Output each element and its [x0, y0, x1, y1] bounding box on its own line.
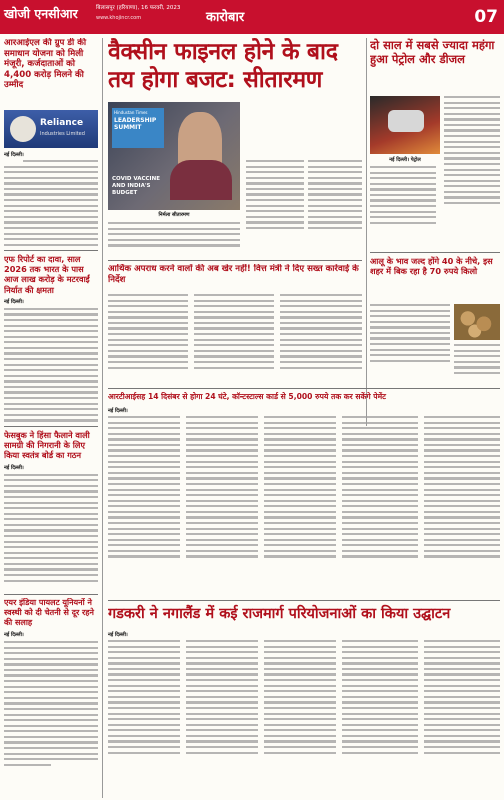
- rtgs-body-col4: [342, 416, 418, 558]
- section-rule: [108, 260, 362, 261]
- economy-body-col1: [108, 294, 188, 369]
- photo-caption-banner: COVID VACCINE AND INDIA'S BUDGET: [112, 176, 160, 196]
- article-facebook: [4, 430, 98, 590]
- facebook-dateline: नई दिल्ली।: [4, 464, 24, 471]
- gadkari-body-col3: [264, 640, 336, 754]
- sitharaman-body-col3: [308, 160, 362, 229]
- gadkari-headline: गडकरी ने नगालैंड में कई राजमार्ग परियोजनाओं का किया उद्घाटन: [108, 606, 451, 622]
- gadkari-body-col5: [424, 640, 500, 754]
- fuel-nozzle: [388, 110, 424, 132]
- article-gadkari: [108, 604, 500, 630]
- sitharaman-body-col2: [246, 160, 304, 229]
- page-number: 07: [474, 7, 498, 27]
- export-dateline: नई दिल्ली।: [4, 298, 24, 305]
- rtgs-dateline: नई दिल्ली।: [108, 408, 128, 414]
- article-rtgs: [108, 392, 500, 406]
- fuel-pump-photo: [370, 96, 440, 154]
- economy-body-col2: [194, 294, 274, 369]
- sitharaman-photo: [108, 102, 240, 210]
- rtgs-body-col5: [424, 416, 500, 558]
- reliance-logo-image: [4, 110, 98, 148]
- potato-body-text: [370, 304, 450, 362]
- reliance-dateline: नई दिल्ली।: [4, 152, 24, 158]
- column-rule: [366, 38, 367, 426]
- section-rule: [4, 426, 98, 427]
- section-rule: [4, 594, 98, 595]
- article-reliance: [4, 38, 98, 248]
- section-rule: [108, 600, 500, 601]
- reliance-body-text: [4, 160, 98, 248]
- summit-badge-text: LEADERSHIP SUMMIT: [114, 117, 157, 131]
- fuel-body-col2: [444, 96, 500, 204]
- summit-badge: [112, 108, 164, 148]
- gadkari-body-col1: [108, 640, 180, 754]
- rtgs-body-col2: [186, 416, 258, 558]
- potato-headline: आलू के भाव जल्द होंगे 40 के नीचे, इस शहर में बिक रहा है 70 रुपये किलो: [370, 256, 493, 277]
- sitharaman-body-under-photo: [108, 222, 240, 247]
- fuel-body-col1: [370, 166, 436, 224]
- export-body-text: [4, 308, 98, 422]
- reliance-logo-mark: [10, 116, 36, 142]
- potato-body-text-2: [454, 344, 500, 374]
- gadkari-body-col2: [186, 640, 258, 754]
- sitharaman-headline: वैक्सीन फाइनल होने के बाद तय होगा बजट: सीतारमण: [108, 39, 338, 93]
- reliance-headline: आरआईएल की ग्रुप डी की समाधान योजना को मिली मंजूरी, कर्जदाताओं को 4,400 करोड़ मिलने की उम्मीद: [4, 38, 87, 90]
- section-rule: [108, 388, 500, 389]
- masthead: [0, 0, 504, 34]
- rtgs-body-col1: [108, 416, 180, 558]
- masthead-url: www.khojincr.com: [96, 15, 142, 21]
- summit-brand: Hindustan Times: [114, 110, 148, 115]
- person-garment: [170, 160, 232, 200]
- export-headline: एफ रिपोर्ट का दावा, साल 2026 तक भारत के पास आज लाख करोड़ के मटरवाईं निर्यात की क्षमता: [4, 254, 90, 295]
- gadkari-dateline: नई दिल्ली।: [108, 632, 128, 638]
- article-export: [4, 254, 98, 422]
- fuel-photo-caption: नई दिल्ली। पेट्रोल: [389, 157, 421, 163]
- article-economy: [108, 264, 362, 288]
- reliance-logo-subtext: Industries Limited: [40, 131, 85, 137]
- sitharaman-caption: निर्मला सीतारमण: [158, 212, 190, 218]
- masthead-date: बिलासपुर (हरियाणा), 16 फरवरी, 2023: [96, 5, 181, 11]
- facebook-body-text: [4, 474, 98, 582]
- facebook-headline: फेसबुक ने हिंसा फैलाने वाली सामग्री की निगरानी के लिए किया स्वतंत्र बोर्ड का गठन: [4, 430, 90, 461]
- masthead-brand: खोजी एनसीआर: [4, 6, 78, 21]
- article-potato: [370, 256, 500, 300]
- section-rule: [370, 252, 500, 253]
- fuel-headline: दो साल में सबसे ज्यादा महंगा हुआ पेट्रोल और डीजल: [370, 38, 495, 66]
- airindia-headline: एयर इंडिया पायलट यूनियनों ने स्वस्थी को दी चेतनी से दूर रहने की सलाह: [4, 598, 94, 627]
- column-rule: [102, 38, 103, 798]
- section-rule: [4, 250, 98, 251]
- reliance-logo-text: Reliance: [40, 118, 84, 128]
- rtgs-body-col3: [264, 416, 336, 558]
- section-title: कारोबार: [206, 10, 245, 25]
- potato-photo: [454, 304, 500, 340]
- rtgs-headline: आरटीआईसह 14 दिसंबर से होगा 24 घंटे, कॉन्टस्टाल्स कार्ड से 5,000 रुपये तक कर सकेंगे पेमेंट: [108, 392, 386, 401]
- airindia-dateline: नई दिल्ली।: [4, 632, 24, 638]
- gadkari-body-col4: [342, 640, 418, 754]
- airindia-body-text: [4, 641, 98, 766]
- economy-headline: आर्थिक अपराध करने वालों की अब खेर नहीं! वित्त मंत्री ने दिए सख्त कार्रवाई के निर्देश: [108, 264, 359, 285]
- economy-body-col3: [280, 294, 362, 369]
- article-airindia: [4, 598, 98, 796]
